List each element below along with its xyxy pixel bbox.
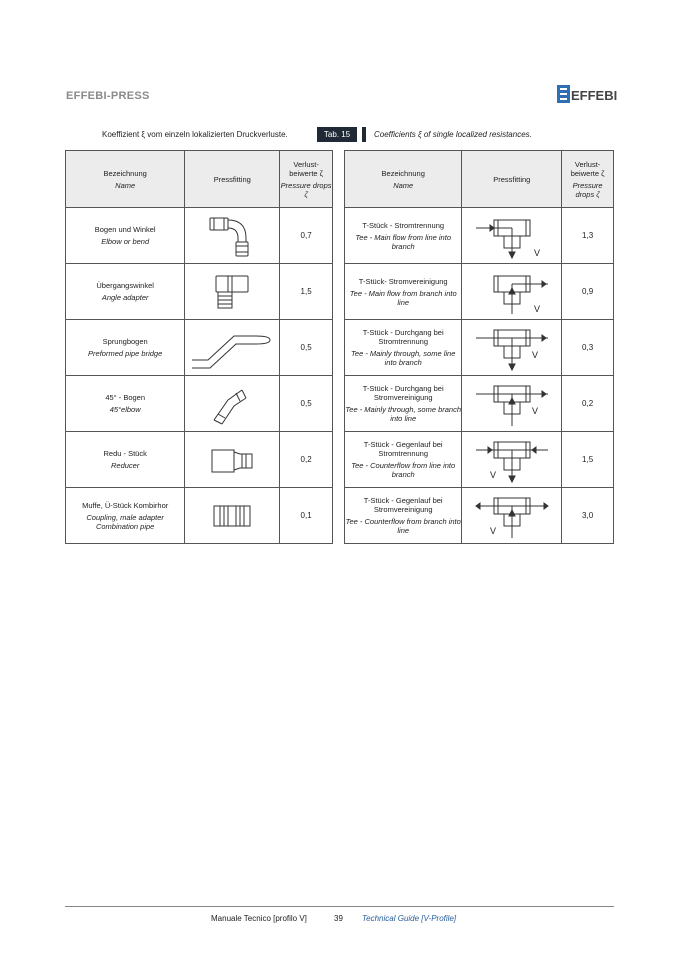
- tee-counterflow-union-icon: [462, 488, 562, 544]
- table-header-row: [66, 151, 333, 208]
- header-name: Bezeichnung Name: [66, 151, 185, 208]
- loss-value: 0,3: [562, 320, 614, 376]
- caption-english: Coefficients ξ of single localized resistances.: [374, 130, 532, 139]
- fitting-name: Übergangswinkel Angle adapter: [66, 264, 185, 320]
- flow-label: V: [533, 303, 540, 314]
- footer-manual-german: Manuale Tecnico [profilo V]: [211, 914, 307, 923]
- table-row: [345, 264, 614, 320]
- flow-label: V: [489, 469, 496, 480]
- flow-label: V: [531, 405, 538, 416]
- fitting-name: Redu - Stück Reducer: [66, 432, 185, 488]
- loss-value: 1,5: [562, 432, 614, 488]
- table-row: [66, 488, 333, 544]
- table-row: [345, 320, 614, 376]
- header-loss: Verlust-beiwerte ζ Pressure drops ζ: [280, 151, 333, 208]
- flow-label: V: [489, 525, 496, 536]
- table-row: [345, 208, 614, 264]
- table-row: [66, 264, 333, 320]
- fitting-name: Sprungbogen Preformed pipe bridge: [66, 320, 185, 376]
- fitting-name: T-Stück - Durchgang bei Stromvereinigung Tee - Mainly through, some branch into line: [345, 376, 462, 432]
- fitting-name: T-Stück- Stromvereinigung Tee - Main flow from branch into line: [345, 264, 462, 320]
- tee-through-separation-icon: [462, 320, 562, 376]
- header-fitting: Pressfitting: [462, 151, 562, 208]
- footer-divider: [65, 906, 614, 907]
- brand-title: EFFEBI-PRESS: [66, 90, 150, 102]
- caption-german: Koeffizient ξ vom einzeln lokalizierten Druckverluste.: [102, 130, 288, 139]
- effebi-logo: [557, 85, 617, 103]
- table-header-row: [345, 151, 614, 208]
- loss-value: 0,7: [280, 208, 333, 264]
- page-number: 39: [334, 914, 343, 923]
- table-row: [345, 376, 614, 432]
- loss-value: 1,5: [280, 264, 333, 320]
- pipe-bridge-icon: [185, 320, 280, 376]
- fitting-name: T-Stück - Durchgang bei Stromtrennung Tee - Mainly through, some line into branch: [345, 320, 462, 376]
- angle-adapter-icon: [185, 264, 280, 320]
- loss-value: 0,1: [280, 488, 333, 544]
- table-row: [66, 376, 333, 432]
- table-row: [66, 432, 333, 488]
- header-fitting: Pressfitting: [185, 151, 280, 208]
- fittings-table-left: [65, 150, 333, 544]
- loss-value: 3,0: [562, 488, 614, 544]
- table-row: [345, 432, 614, 488]
- fitting-name: T-Stück - Gegenlauf bei Stromvereinigung Tee - Counterflow from branch into line: [345, 488, 462, 544]
- reducer-icon: [185, 432, 280, 488]
- loss-value: 0,5: [280, 320, 333, 376]
- tee-branch-to-line-icon: [462, 264, 562, 320]
- table-caption: [0, 127, 677, 143]
- flow-label: V: [533, 247, 540, 258]
- footer-manual-english: Technical Guide [V-Profile]: [362, 914, 457, 923]
- header-name: Bezeichnung Name: [345, 151, 462, 208]
- fitting-name: Muffe, Ü-Stück Kombirhor Coupling, male adapter Combination pipe: [66, 488, 185, 544]
- coupling-icon: [185, 488, 280, 544]
- fitting-name: Bogen und Winkel Elbow or bend: [66, 208, 185, 264]
- fitting-name: T-Stück - Stromtrennung Tee - Main flow from line into branch: [345, 208, 462, 264]
- loss-value: 1,3: [562, 208, 614, 264]
- loss-value: 0,5: [280, 376, 333, 432]
- table-row: [66, 208, 333, 264]
- fittings-table-right: [344, 150, 614, 544]
- table-row: [66, 320, 333, 376]
- table-number-badge: Tab. 15: [317, 127, 357, 142]
- header-loss: Verlust-beiwerte ζ Pressure drops ζ: [562, 151, 614, 208]
- fitting-name: T-Stück - Gegenlauf bei Stromtrennung Tee - Counterflow from line into branch: [345, 432, 462, 488]
- caption-divider: [362, 127, 366, 142]
- loss-value: 0,2: [562, 376, 614, 432]
- tee-main-to-branch-icon: [462, 208, 562, 264]
- tee-counterflow-separation-icon: [462, 432, 562, 488]
- flow-label: V: [531, 349, 538, 360]
- elbow-45-icon: [185, 376, 280, 432]
- fitting-name: 45° - Bogen 45°elbow: [66, 376, 185, 432]
- logo-text: EFFEBI: [571, 88, 617, 103]
- tee-through-union-icon: [462, 376, 562, 432]
- table-row: [345, 488, 614, 544]
- loss-value: 0,9: [562, 264, 614, 320]
- loss-value: 0,2: [280, 432, 333, 488]
- elbow-icon: [185, 208, 280, 264]
